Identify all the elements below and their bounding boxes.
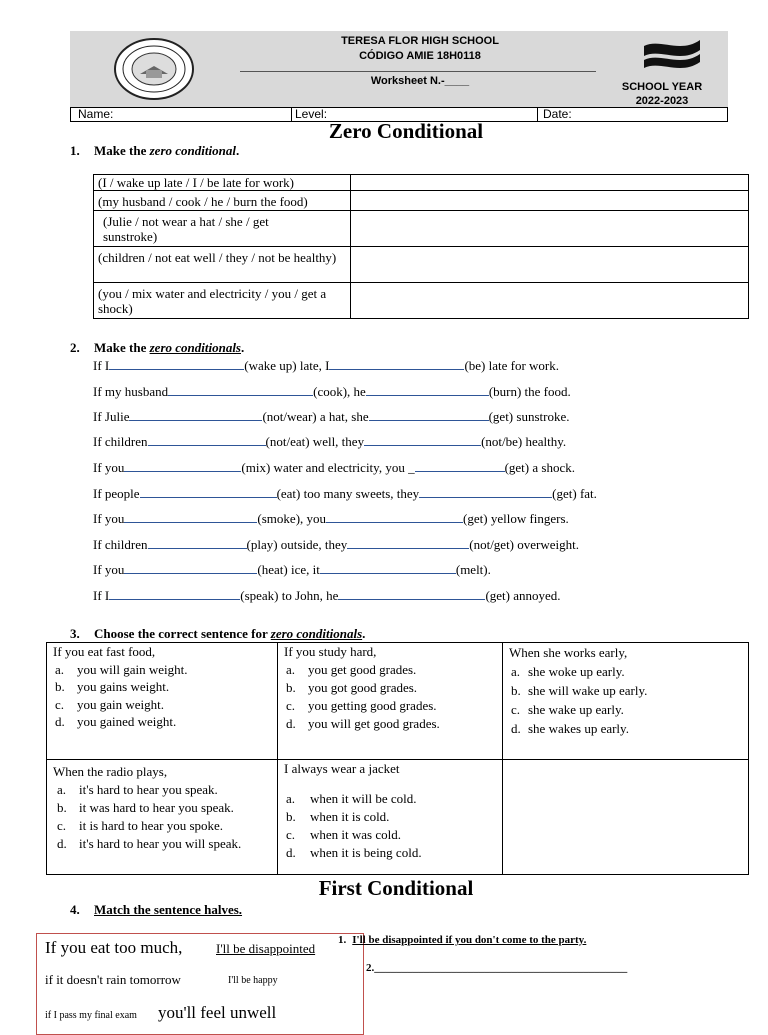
name-label: Name: — [78, 107, 114, 121]
blank[interactable] — [329, 358, 464, 370]
fill-line: If children (play) outside, they (not/get) overweight. — [93, 537, 579, 552]
option[interactable]: c. when it was cold. — [286, 827, 401, 842]
date-label: Date: — [543, 107, 572, 121]
option[interactable]: a. you will gain weight. — [55, 661, 188, 677]
answer-cell[interactable] — [351, 175, 749, 191]
prompt-cell: (you / mix water and electricity / you / get a shock) — [94, 283, 351, 319]
option[interactable]: a. you get good grades. — [286, 662, 417, 677]
answer-cell[interactable] — [351, 283, 749, 319]
question-cell: If you eat fast food, a. you will gain weight. b. you gains weight. c. you gain weight. d. you gained weight. — [47, 643, 278, 760]
blank[interactable] — [129, 409, 262, 421]
blank[interactable] — [140, 486, 277, 498]
match-item[interactable]: you'll feel unwell — [158, 1003, 277, 1022]
blank[interactable] — [347, 537, 469, 549]
fill-line: If you (heat) ice, it (melt). — [93, 562, 491, 577]
match-item[interactable]: I'll be disappointed — [216, 941, 316, 956]
option[interactable]: b. she will wake up early. — [511, 683, 648, 698]
blank[interactable] — [415, 460, 505, 472]
blank[interactable] — [124, 562, 257, 574]
option[interactable]: a. she woke up early. — [511, 664, 625, 679]
fill-line: If you (mix) water and electricity, you _ (get) a shock. — [93, 460, 575, 475]
flag-logo — [640, 36, 704, 80]
blank[interactable] — [326, 511, 463, 523]
exercise-3-table — [46, 642, 749, 875]
fill-line: If I (wake up) late, I (be) late for work. — [93, 358, 560, 373]
option[interactable]: d. you gained weight. — [55, 714, 177, 729]
option[interactable]: b. you gains weight. — [55, 679, 170, 694]
fill-line: If you (smoke), you (get) yellow fingers. — [93, 511, 569, 526]
option[interactable]: b. it was hard to hear you speak. — [57, 800, 234, 815]
blank[interactable] — [364, 434, 481, 446]
exercise-3-heading: 3. Choose the correct sentence for zero conditionals. — [70, 626, 366, 641]
blank[interactable] — [338, 588, 485, 600]
option[interactable]: b. you got good grades. — [286, 680, 418, 695]
option[interactable]: a. when it will be cold. — [286, 791, 417, 806]
level-label: Level: — [295, 107, 328, 121]
blank[interactable] — [148, 537, 247, 549]
question-cell: I always wear a jacket a. when it will be cold. b. when it is cold. c. when it was cold. d. when it is being cold. — [278, 760, 503, 875]
blank[interactable] — [124, 460, 241, 472]
answer-1: 1. I'll be disappointed if you don't come to the party. — [338, 934, 587, 946]
prompt-cell: (children / not eat well / they / not be healthy) — [94, 247, 351, 283]
exercise-1-table — [93, 174, 749, 319]
option[interactable]: c. she wake up early. — [511, 702, 624, 717]
fill-line: If children (not/eat) well, they (not/be) healthy. — [93, 434, 567, 449]
blank[interactable] — [369, 409, 489, 421]
match-item[interactable]: If you eat too much, — [45, 938, 183, 957]
worksheet-number: Worksheet N.-____ — [370, 75, 470, 87]
answer-cell[interactable] — [351, 211, 749, 247]
answer-2[interactable]: 2.______________________________________________ — [366, 962, 628, 974]
fill-line: If Julie (not/wear) a hat, she (get) sunstroke. — [93, 409, 570, 424]
blank[interactable] — [124, 511, 257, 523]
option[interactable]: c. it is hard to hear you spoke. — [57, 818, 224, 833]
zero-conditional-title: Zero Conditional — [328, 119, 484, 143]
option[interactable]: d. you will get good grades. — [286, 716, 440, 731]
fill-line: If I (speak) to John, he (get) annoyed. — [93, 588, 561, 603]
match-item[interactable]: if I pass my final exam — [45, 1010, 137, 1021]
option[interactable]: c. you getting good grades. — [286, 698, 437, 713]
option[interactable]: b. when it is cold. — [286, 809, 390, 824]
fill-line: If my husband (cook), he (burn) the food. — [93, 384, 571, 399]
blank[interactable] — [366, 384, 489, 396]
exercise-2-heading: 2. Make the zero conditionals. — [70, 340, 245, 355]
prompt-cell: (Julie / not wear a hat / she / get sunstroke) — [94, 211, 351, 247]
option[interactable]: d. she wakes up early. — [511, 721, 629, 736]
option[interactable]: d. it's hard to hear you will speak. — [57, 836, 242, 851]
question-cell: When the radio plays, a. it's hard to hear you speak. b. it was hard to hear you speak. c. it is hard to hear you spoke. d. it's hard to hear you will speak. — [47, 760, 278, 875]
answer-cell[interactable] — [351, 247, 749, 283]
school-year: SCHOOL YEAR 2022-2023 — [621, 81, 703, 107]
question-cell: If you study hard, a. you get good grades. b. you got good grades. c. you getting good grades. d. you will get good grades. — [278, 643, 503, 760]
fill-line: If people (eat) too many sweets, they (get) fat. — [93, 486, 597, 501]
prompt-cell: (my husband / cook / he / burn the food) — [94, 191, 351, 211]
option[interactable]: a. it's hard to hear you speak. — [57, 782, 218, 797]
match-item[interactable]: if it doesn't rain tomorrow — [45, 972, 181, 987]
exercise-4-heading: 4. Match the sentence halves. — [70, 902, 243, 917]
prompt-cell: (I / wake up late / I / be late for work) — [94, 175, 351, 191]
blank[interactable] — [419, 486, 552, 498]
answer-cell[interactable] — [351, 191, 749, 211]
blank[interactable] — [148, 434, 266, 446]
option[interactable]: d. when it is being cold. — [286, 845, 422, 860]
school-name: TERESA FLOR HIGH SCHOOL CÓDIGO AMIE 18H0118 — [341, 35, 499, 62]
exercise-1-heading: 1. Make the zero conditional. — [70, 143, 240, 158]
school-seal-logo — [114, 38, 194, 100]
blank[interactable] — [320, 562, 456, 574]
first-conditional-title: First Conditional — [318, 876, 474, 900]
option[interactable]: c. you gain weight. — [55, 696, 165, 712]
blank[interactable] — [168, 384, 313, 396]
match-item[interactable]: I'll be happy — [228, 975, 278, 986]
blank[interactable] — [109, 358, 244, 370]
question-cell: When she works early, a. she woke up early. b. she will wake up early. c. she wake up early. d. she wakes up early. — [503, 643, 749, 760]
empty-cell — [503, 760, 749, 875]
header-divider — [240, 71, 596, 72]
blank[interactable] — [109, 588, 240, 600]
